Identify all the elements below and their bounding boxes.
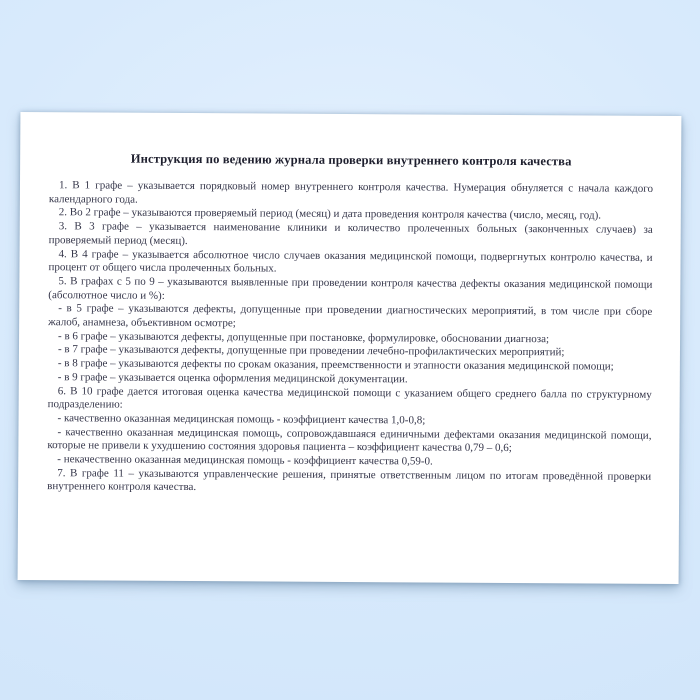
instruction-subitem-graph6: - в 6 графе – указываются дефекты, допущенные при постановке, формулировке, обосновании диагноза; — [58, 329, 550, 345]
document-page — [18, 112, 682, 584]
instruction-subitem-quality-high: - качественно оказанная медицинская помощь - коэффициент качества 1,0-0,8; — [57, 412, 426, 427]
instruction-subitem-quality-low: - некачественно оказанная медицинская помощь - коэффициент качества 0,59-0. — [57, 453, 433, 468]
document-title: Инструкция по ведению журнала проверки внутреннего контроля качества — [130, 151, 572, 169]
instruction-subitem-graph5: - в 5 графе – указываются дефекты, допущенные при проведении диагностических мероприятий, в том числе при сборе жалоб, анамнеза, объективном осмотре; — [48, 302, 653, 330]
instruction-item-4: 4. В 4 графе – указывается абсолютное число случаев оказания медицинской помощи, подвергнутых контролю качества, и процент от общего числа пролеченных больных. — [48, 247, 653, 275]
document-body — [47, 179, 653, 498]
instruction-item-3: 3. В 3 графе – указывается наименование клиники и количество пролеченных больных (законченных случаев) за проверяемый период (месяц). — [48, 220, 653, 247]
instruction-item-7: 7. В графе 11 – указываются управленческие решения, принятые ответственным лицом по итогам проведённой проверки внутреннего контроля качества. — [47, 466, 652, 494]
instruction-item-5: 5. В графах с 5 по 9 – указываются выявленные при проведении контроля качества дефекты оказания медицинской помощи (абсолютное число и %): — [48, 275, 653, 302]
instruction-subitem-quality-medium: - качественно оказанная медицинская помощь, сопровождавшаяся единичными дефектами оказания медицинской помощи, которые не привели к ухудшению состояния здоровья пациента – коэффициент качества 0,79 – 0,6; — [47, 425, 652, 455]
instruction-subitem-graph8: - в 8 графе – указываются дефекты по срокам оказания, преемственности и этапности оказания медицинской помощи; — [57, 357, 614, 373]
instruction-subitem-graph9: - в 9 графе – указывается оценка оформления медицинской документации. — [57, 371, 408, 386]
instruction-item-6: 6. В 10 графе дается итоговая оценка качества медицинской помощи с указанием общего среднего балла по структурному подразделению: — [47, 384, 652, 411]
instruction-item-1: 1. В 1 графе – указывается порядковый номер внутреннего контроля качества. Нумерация обнуляется с начала каждого календарного года. — [48, 179, 654, 206]
instruction-item-2: 2. Во 2 графе – указываются проверяемый период (месяц) и дата проведения контроля качества (число, месяц, год). — [58, 206, 602, 222]
instruction-subitem-graph7: - в 7 графе – указываются дефекты, допущенные при проведении лечебно-профилактических мероприятий; — [57, 343, 565, 359]
